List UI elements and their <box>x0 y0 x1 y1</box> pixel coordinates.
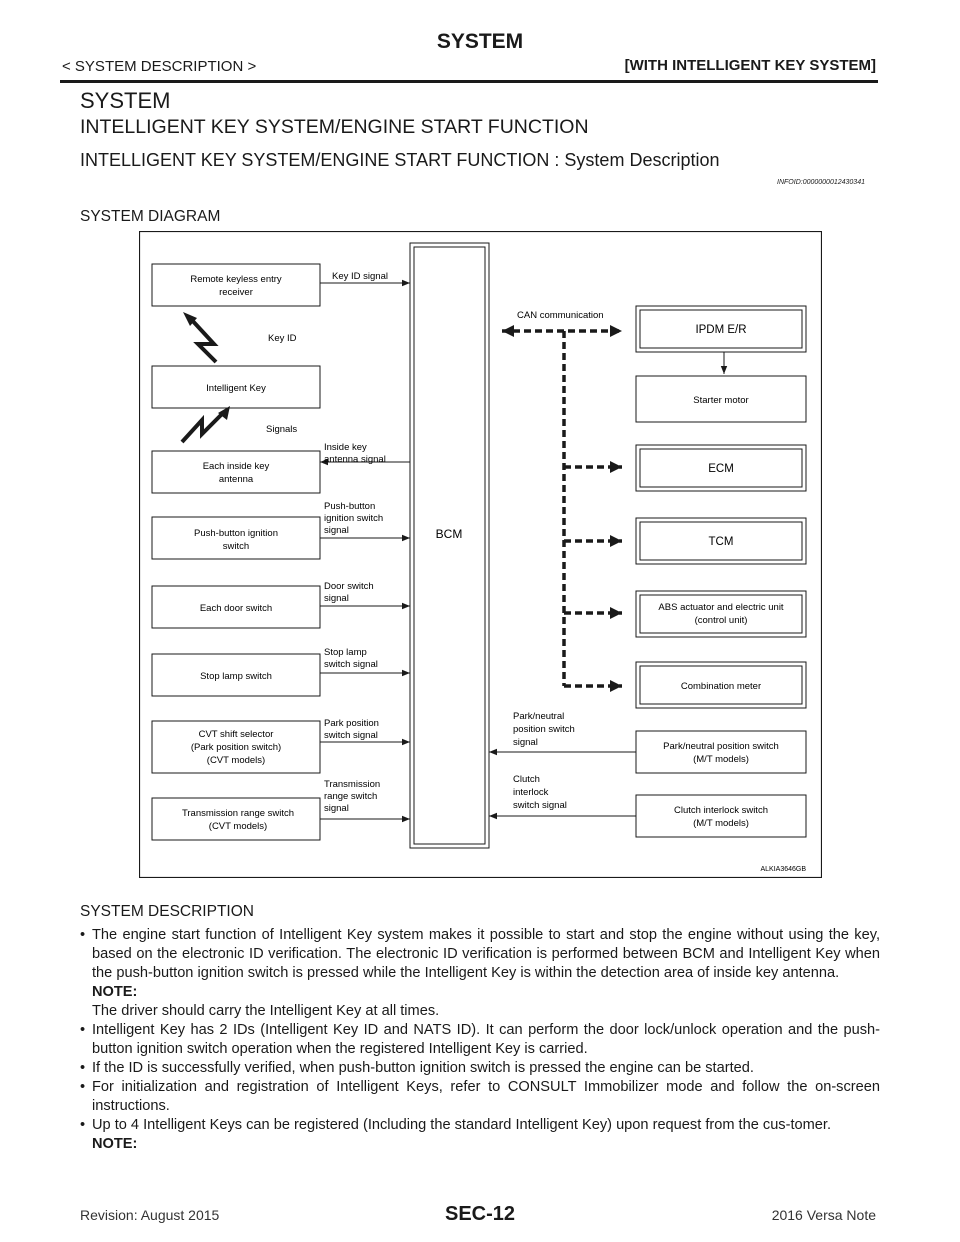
right-box-abs-line-2: (control unit) <box>694 615 748 626</box>
label-park-neutral-line-3: signal <box>513 737 538 748</box>
figure-id: ALKIA3646GB <box>760 866 806 873</box>
label-park-position-line-2: switch signal <box>324 730 378 741</box>
left-box-push-button-line-2: switch <box>222 541 250 552</box>
page-header-title: SYSTEM <box>436 30 524 53</box>
label-key-id: Key ID <box>268 333 297 344</box>
description-bullet: • For initialization and registration of Intelligent Keys, refer to CONSULT Immobilizer mode and follow the on-screen instructions. <box>80 1078 880 1116</box>
left-box-cvt-selector-line-1: CVT shift selector <box>198 729 274 740</box>
label-clutch-line-3: switch signal <box>513 800 567 811</box>
left-box-inside-antenna <box>152 451 320 493</box>
right-box-abs-line-1: ABS actuator and electric unit <box>658 602 784 613</box>
label-park-neutral-line-1: Park/neutral <box>513 711 565 722</box>
left-box-intelligent-key-line-1: Intelligent Key <box>206 383 266 394</box>
system-diagram <box>139 231 822 878</box>
right-box-clutch-interlock <box>636 795 806 837</box>
bcm-label: BCM <box>435 527 463 541</box>
right-box-clutch-interlock-line-2: (M/T models) <box>693 818 749 829</box>
right-box-tcm <box>636 518 806 564</box>
right-box-park-neutral-line-1: Park/neutral position switch <box>663 741 779 752</box>
right-box-starter <box>636 376 806 422</box>
note-label: NOTE: <box>92 984 138 1000</box>
label-door-switch-line-1: Door switch <box>324 581 374 592</box>
left-box-transmission-range <box>152 798 320 840</box>
left-box-cvt-selector-line-2: (Park position switch) <box>190 742 282 753</box>
label-clutch-line-1: Clutch <box>513 774 540 785</box>
label-inside-key-line-1: Inside key <box>324 442 367 453</box>
bcm-box <box>410 243 489 848</box>
right-box-clutch-interlock-line-1: Clutch interlock switch <box>674 805 768 816</box>
left-box-stop-lamp <box>152 654 320 696</box>
right-box-ipdm-line-1: IPDM E/R <box>695 324 747 336</box>
header-rule <box>60 80 878 83</box>
left-box-door-switch-line-1: Each door switch <box>199 603 273 614</box>
label-park-neutral-line-2: position switch <box>513 724 575 735</box>
heading-system: SYSTEM <box>80 88 171 113</box>
label-park-position-line-1: Park position <box>324 718 379 729</box>
left-box-remote-receiver <box>152 264 320 306</box>
footer-revision: Revision: August 2015 <box>80 1207 220 1223</box>
footer-page-number: SEC-12 <box>444 1203 516 1225</box>
right-box-park-neutral <box>636 731 806 773</box>
label-can-communication: CAN communication <box>517 310 604 321</box>
description-heading: SYSTEM DESCRIPTION <box>80 903 254 920</box>
variant-label: [WITH INTELLIGENT KEY SYSTEM] <box>624 57 876 74</box>
left-box-push-button-line-1: Push-button ignition <box>194 528 278 539</box>
left-box-stop-lamp-line-1: Stop lamp switch <box>200 671 272 682</box>
note-label-2: NOTE: <box>92 1136 138 1152</box>
description-bullet: • Up to 4 Intelligent Keys can be registered (Including the standard Intelligent Key) upon request from the cus-tomer. <box>80 1116 880 1135</box>
left-box-transmission-range-line-2: (CVT models) <box>208 821 268 832</box>
left-box-intelligent-key <box>152 366 320 408</box>
left-box-remote-receiver-line-1: Remote keyless entry <box>190 274 282 285</box>
label-stop-lamp-line-2: switch signal <box>324 659 378 670</box>
left-box-transmission-range-line-1: Transmission range switch <box>181 808 295 819</box>
left-box-door-switch <box>152 586 320 628</box>
label-clutch-line-2: interlock <box>513 787 549 798</box>
label-push-button-line-2: ignition switch <box>324 513 384 524</box>
label-transmission-line-3: signal <box>324 803 349 814</box>
left-box-inside-antenna-line-1: Each inside key <box>202 461 270 472</box>
info-id: INFOID:0000000012430341 <box>777 179 865 186</box>
label-push-button-line-1: Push-button <box>324 501 376 512</box>
diagram-heading: SYSTEM DIAGRAM <box>80 208 221 225</box>
description-bullet: • The engine start function of Intelligent Key system makes it possible to start and stop the engine without using the key, based on the electronic ID verification. The electronic ID verification is performed between BCM and Intelligent Key when the push-button ignition switch is pressed while the Intelligent Key is within the detection area of inside key antenna. <box>80 926 880 983</box>
left-box-push-button <box>152 517 320 559</box>
right-box-park-neutral-line-2: (M/T models) <box>693 754 749 765</box>
label-signals: Signals <box>266 424 298 435</box>
label-stop-lamp-line-1: Stop lamp <box>324 647 367 658</box>
left-box-inside-antenna-line-2: antenna <box>218 474 254 485</box>
label-inside-key-line-2: antenna signal <box>324 454 386 465</box>
left-box-remote-receiver-line-2: receiver <box>219 287 253 298</box>
footer-model: 2016 Versa Note <box>771 1207 876 1223</box>
label-transmission-line-2: range switch <box>324 791 378 802</box>
left-box-cvt-selector <box>152 721 320 773</box>
right-box-combination-meter-line-1: Combination meter <box>680 681 762 692</box>
label-key-id-signal: Key ID signal <box>332 271 388 282</box>
note-text: The driver should carry the Intelligent Key at all times. <box>92 1003 440 1019</box>
right-box-abs <box>636 591 806 637</box>
description-bullet: • If the ID is successfully verified, when push-button ignition switch is pressed the engine can be started. <box>80 1059 880 1078</box>
left-box-cvt-selector-line-3: (CVT models) <box>206 755 266 766</box>
right-box-tcm-line-1: TCM <box>708 536 734 548</box>
right-box-ecm-line-1: ECM <box>708 463 734 475</box>
right-box-ipdm <box>636 306 806 352</box>
heading-function: INTELLIGENT KEY SYSTEM/ENGINE START FUNCTION <box>80 116 589 138</box>
right-box-starter-line-1: Starter motor <box>693 395 749 406</box>
label-push-button-line-3: signal <box>324 525 349 536</box>
label-transmission-line-1: Transmission <box>324 779 381 790</box>
right-box-combination-meter <box>636 662 806 708</box>
section-label: < SYSTEM DESCRIPTION > <box>62 58 257 75</box>
heading-system-description: INTELLIGENT KEY SYSTEM/ENGINE START FUNCTION : System Description <box>80 150 720 170</box>
label-door-switch-line-2: signal <box>324 593 349 604</box>
description-bullet: • Intelligent Key has 2 IDs (Intelligent Key ID and NATS ID). It can perform the door lock/unlock operation and the push-button ignition switch operation when the registered Intelligent Key is carried. <box>80 1021 880 1059</box>
right-box-ecm <box>636 445 806 491</box>
system-description <box>80 926 880 1154</box>
